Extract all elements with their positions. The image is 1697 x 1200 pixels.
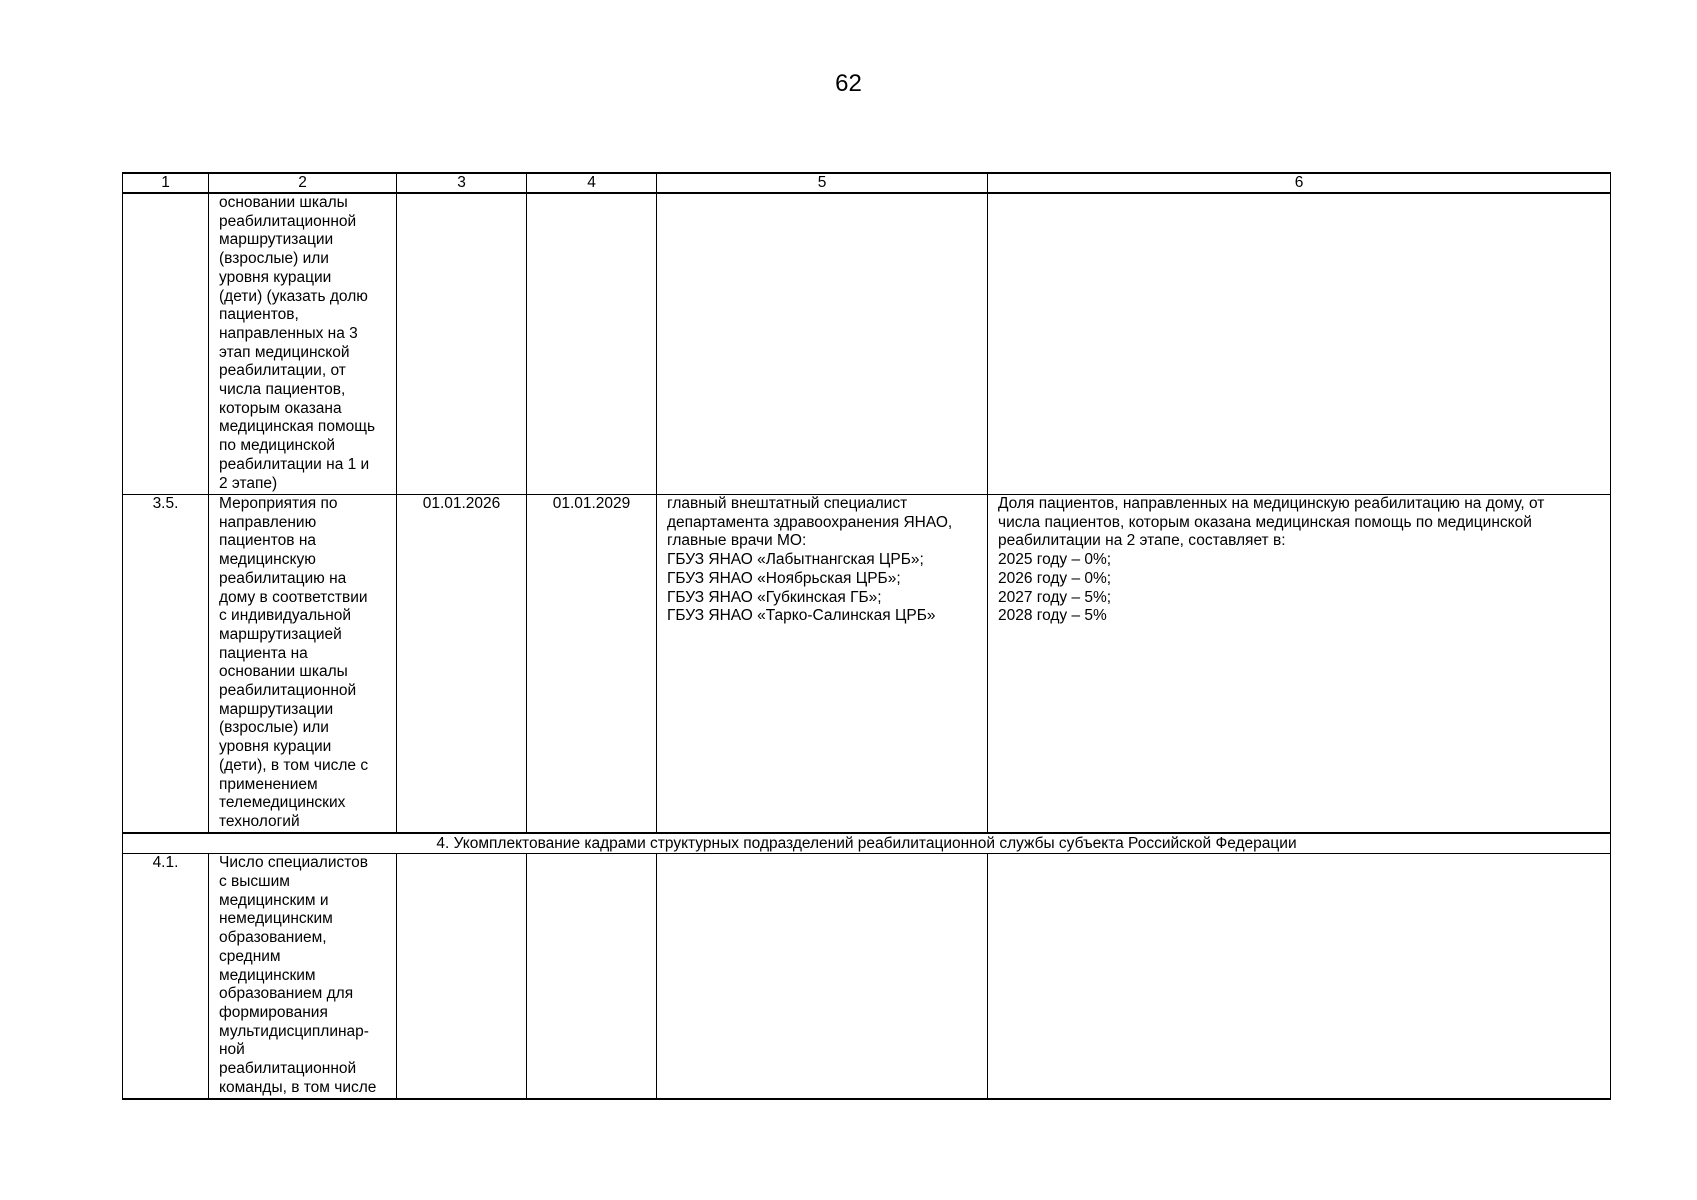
column-header: 4 (527, 173, 657, 193)
row-number-cell (123, 193, 209, 495)
table-row (123, 193, 1611, 495)
result-cell (988, 193, 1611, 495)
end-date-cell (527, 854, 657, 1099)
start-date-cell (397, 193, 527, 495)
column-header-row (123, 173, 1611, 193)
page-number: 62 (835, 70, 862, 97)
activity-cell: основании шкалы реабилитационной маршрутизации (взрослые) или уровня курации (дети) (указать долю пациентов, направленных на 3 этап медицинской реабилитации, от числа пациентов, которым оказана медицинская помощь по медицинской реабилитации на 1 и 2 этапе) (209, 193, 397, 495)
responsible-cell (657, 193, 988, 495)
activity-cell: Число специалистов с высшим медицинским и немедицинским образованием, средним медицинским образованием для формирования мультидисциплинар- ной реабилитационной команды, в том числе (209, 854, 397, 1099)
activity-cell: Мероприятия по направлению пациентов на медицинскую реабилитацию на дому в соответствии с индивидуальной маршрутизацией пациента на основании шкалы реабилитационной маршрутизации (взрослые) или уровня курации (дети), в том числе с применением телемедицинских технологий (209, 495, 397, 833)
table-row (123, 854, 1611, 1099)
column-header: 6 (988, 173, 1611, 193)
column-header: 2 (209, 173, 397, 193)
row-number-cell: 3.5. (123, 495, 209, 833)
column-header: 5 (657, 173, 988, 193)
column-header: 3 (397, 173, 527, 193)
row-number-cell: 4.1. (123, 854, 209, 1099)
table-row (123, 495, 1611, 833)
end-date-cell: 01.01.2029 (527, 495, 657, 833)
end-date-cell (527, 193, 657, 495)
section-title: 4. Укомплектование кадрами структурных подразделений реабилитационной службы субъекта Российской Федерации (123, 833, 1611, 854)
result-cell: Доля пациентов, направленных на медицинскую реабилитацию на дому, от числа пациентов, которым оказана медицинская помощь по медицинской реабилитации на 2 этапе, составляет в: 2025 году – 0%; 2026 году – 0%; 2027 году – 5%; 2028 году – 5% (988, 495, 1611, 833)
responsible-cell (657, 854, 988, 1099)
plan-table (122, 172, 1611, 1100)
column-header: 1 (123, 173, 209, 193)
section-header-row (123, 833, 1611, 854)
start-date-cell: 01.01.2026 (397, 495, 527, 833)
result-cell (988, 854, 1611, 1099)
start-date-cell (397, 854, 527, 1099)
responsible-cell: главный внештатный специалист департамента здравоохранения ЯНАО, главные врачи МО: ГБУЗ ЯНАО «Лабытнангская ЦРБ»; ГБУЗ ЯНАО «Ноябрьская ЦРБ»; ГБУЗ ЯНАО «Губкинская ГБ»; ГБУЗ ЯНАО «Тарко-Салинская ЦРБ» (657, 495, 988, 833)
